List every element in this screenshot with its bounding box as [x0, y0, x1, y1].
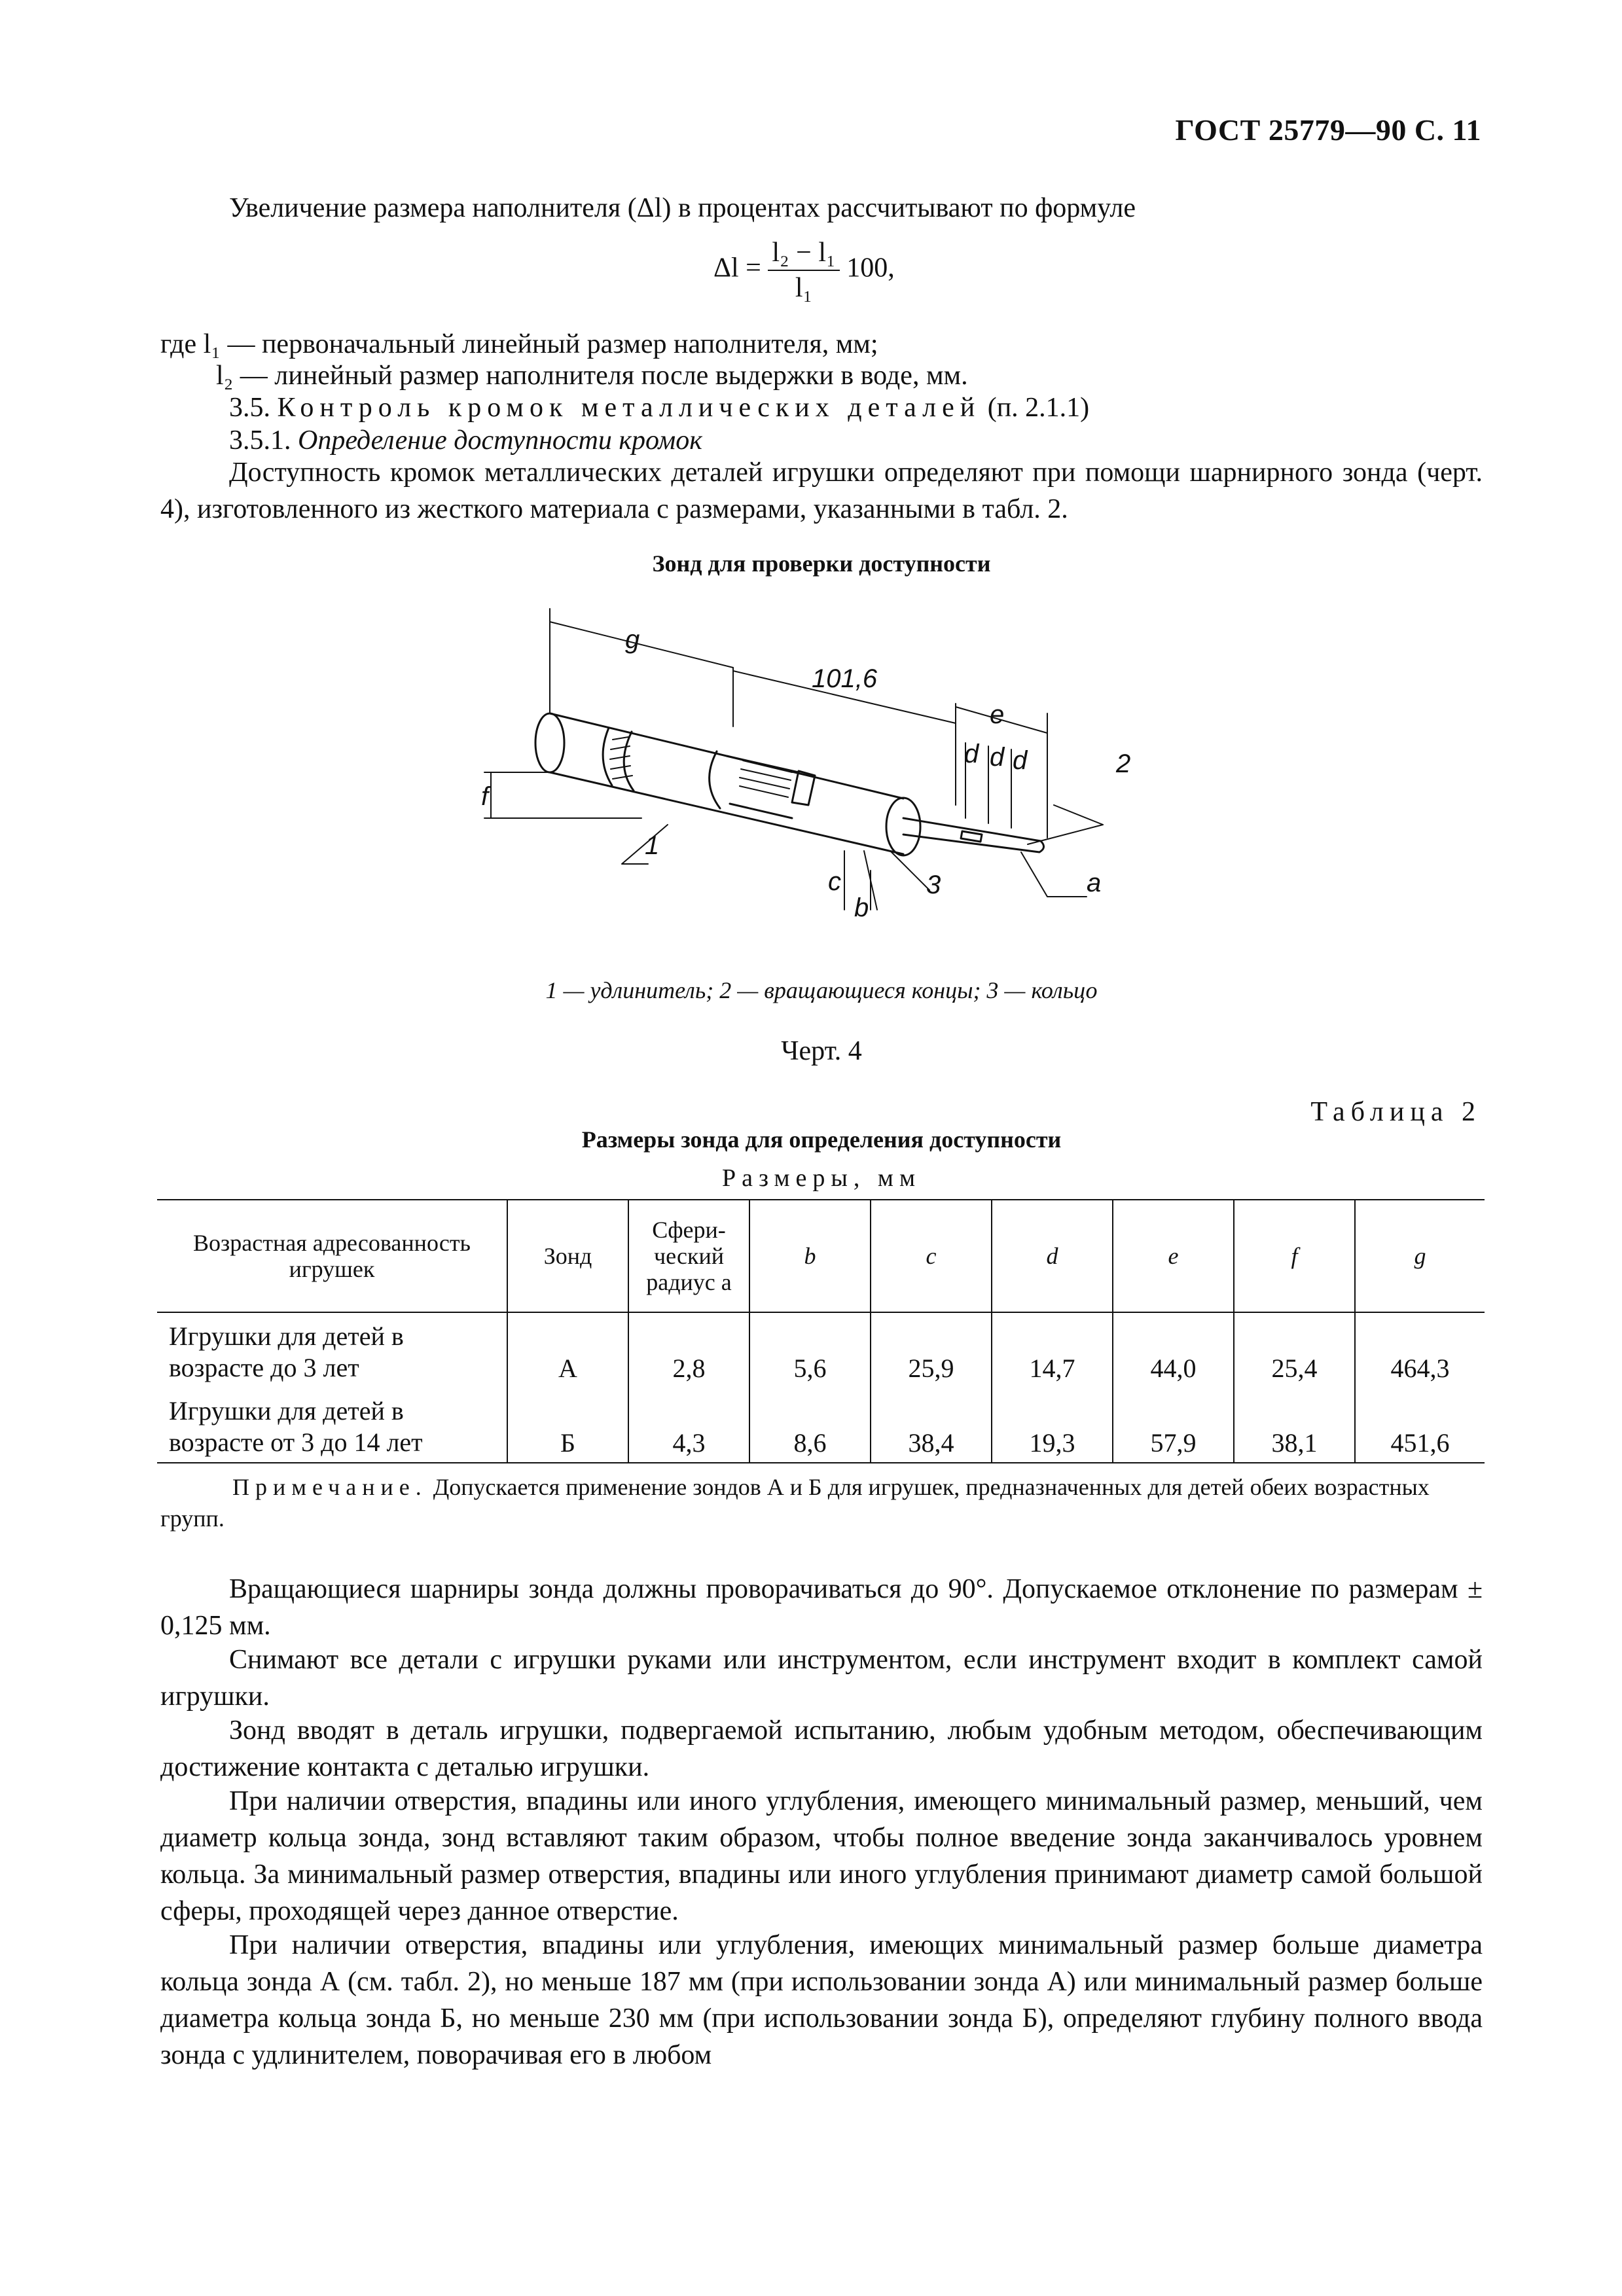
header-b: b	[749, 1200, 871, 1312]
table-note	[160, 1471, 1483, 1534]
section-3-5	[229, 389, 1089, 426]
label-2: 2	[1116, 749, 1131, 778]
formula-numerator: l₂ − l₁	[768, 236, 839, 271]
figure-legend: 1 — удлинитель; 2 — вращающиеся концы; 3 — кольцо	[545, 977, 1098, 1003]
paragraph-4: При наличии отверстия, впадины или иного углубления, имеющего минимальный размер, меньший, чем диаметр кольца зонда, зонд вставляют таким образом, чтобы полное введение зонда заканчивалось уровнем кольца. За минимальный размер отверстия, впадины или иного углубления принимают диаметр самой большой сферы, проходящей через данное отверстие.	[160, 1786, 1483, 1926]
where-l2: l₂ — линейный размер наполнителя после выдержки в воде, мм.	[216, 361, 968, 391]
section-3-5-title: Контроль кромок металлических деталей	[277, 393, 981, 423]
header-radius: Сфери- ческий радиус a	[628, 1200, 749, 1312]
header-c: c	[871, 1200, 992, 1312]
label-f: f	[481, 782, 489, 811]
header-e: e	[1113, 1200, 1234, 1312]
row-a: 4,3	[628, 1388, 749, 1463]
figure-title: Зонд для проверки доступности	[652, 550, 991, 577]
formula	[713, 236, 895, 305]
label-c: c	[828, 867, 841, 896]
table-title: Размеры зонда для определения доступности	[581, 1126, 1062, 1153]
table-note-label: Примечание.	[232, 1474, 427, 1500]
header-g: g	[1355, 1200, 1485, 1312]
row-age: Игрушки для детей в возрасте от 3 до 14 лет	[169, 1396, 423, 1457]
row-c: 38,4	[871, 1388, 992, 1463]
formula-denominator: l₁	[795, 273, 813, 303]
paragraph-2: Снимают все детали с игрушки руками или инструментом, если инструмент входит в комплект самой игрушки.	[160, 1645, 1483, 1712]
label-length: 101,6	[812, 664, 878, 693]
row-e: 44,0	[1113, 1312, 1234, 1388]
joint-hatching	[610, 737, 792, 797]
row-probe: А	[507, 1312, 628, 1388]
header-d: d	[992, 1200, 1113, 1312]
row-d: 14,7	[992, 1312, 1113, 1388]
label-3: 3	[926, 870, 941, 899]
table-header-row	[157, 1200, 1485, 1312]
page-header: ГОСТ 25779—90 С. 11	[1175, 113, 1481, 147]
row-probe: Б	[507, 1388, 628, 1463]
header-age: Возрастная адресованность игрушек	[193, 1230, 471, 1282]
table-units: Размеры, мм	[721, 1164, 921, 1192]
row-age: Игрушки для детей в возрасте до 3 лет	[169, 1321, 404, 1382]
section-3-5-1-number: 3.5.1.	[229, 425, 291, 456]
dimensions-table	[157, 1199, 1485, 1463]
section-3-5-1	[229, 422, 702, 459]
intro-text: Увеличение размера наполнителя (Δl) в процентах рассчитывают по формуле	[229, 193, 1136, 223]
section-3-5-number: 3.5.	[229, 393, 270, 423]
table-label: Таблица 2	[1310, 1097, 1481, 1127]
label-b: b	[854, 893, 869, 922]
label-1: 1	[645, 831, 660, 860]
formula-lhs: Δl =	[713, 253, 761, 283]
row-g: 464,3	[1355, 1312, 1485, 1388]
paragraph-3: Зонд вводят в деталь игрушки, подвергаемой испытанию, любым удобным методом, обеспечивающим достижение контакта с деталью игрушки.	[160, 1715, 1483, 1782]
formula-rhs: 100,	[846, 253, 895, 283]
paragraph-1: Вращающиеся шарниры зонда должны проворачиваться до 90°. Допускаемое отклонение по размерам ± 0,125 мм.	[160, 1574, 1483, 1641]
row-d: 19,3	[992, 1388, 1113, 1463]
figure-caption: Черт. 4	[781, 1036, 862, 1066]
row-e: 57,9	[1113, 1388, 1234, 1463]
probe-drawing	[481, 609, 1172, 949]
label-g: g	[625, 625, 640, 654]
table-row	[157, 1312, 1485, 1388]
row-f: 38,1	[1234, 1388, 1355, 1463]
header-f: f	[1234, 1200, 1355, 1312]
row-f: 25,4	[1234, 1312, 1355, 1388]
probe-body	[535, 713, 1044, 855]
dimension-lines	[484, 609, 1103, 910]
row-b: 5,6	[749, 1312, 871, 1388]
paragraph-5: При наличии отверстия, впадины или углубления, имеющих минимальный размер больше диаметра кольца зонда А (см. табл. 2), но меньше 187 мм (при использовании зонда А) или минимальный размер больше диаметра кольца зонда Б, но меньше 230 мм (при использовании зонда Б), определяют глубину полного ввода зонда с удлинителем, поворачивая его в любом	[160, 1930, 1483, 2070]
label-d3: d	[1013, 746, 1028, 775]
row-a: 2,8	[628, 1312, 749, 1388]
section-3-5-ref: (п. 2.1.1)	[987, 393, 1090, 423]
formula-fraction	[768, 236, 839, 305]
section-3-5-1-title: Определение доступности кромок	[298, 425, 702, 456]
label-d1: d	[964, 740, 979, 768]
header-probe: Зонд	[507, 1200, 628, 1312]
label-d2: d	[990, 743, 1005, 772]
table-row	[157, 1388, 1485, 1463]
label-a: a	[1087, 869, 1102, 897]
paragraph-access: Доступность кромок металлических деталей игрушки определяют при помощи шарнирного зонда (черт. 4), изготовленного из жесткого материала с размерами, указанными в табл. 2.	[160, 457, 1483, 524]
row-c: 25,9	[871, 1312, 992, 1388]
row-g: 451,6	[1355, 1388, 1485, 1463]
row-b: 8,6	[749, 1388, 871, 1463]
label-e: e	[990, 700, 1005, 729]
where-l1: где l₁ — первоначальный линейный размер наполнителя, мм;	[160, 329, 878, 359]
table-note-text: Допускается применение зондов А и Б для игрушек, предназначенных для детей обеих возрастных групп.	[160, 1474, 1430, 1532]
